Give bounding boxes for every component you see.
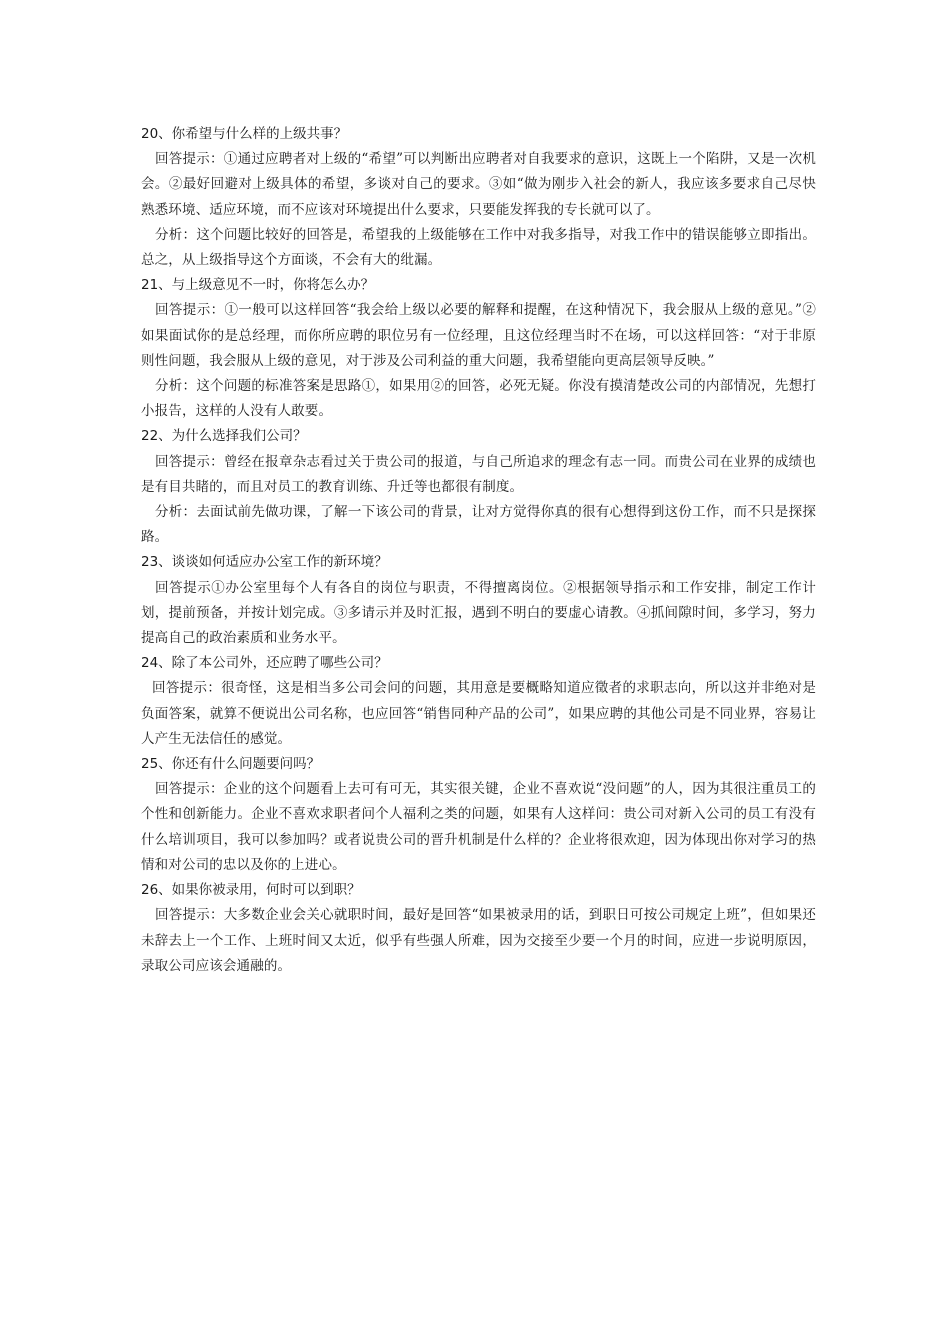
analysis-paragraph: 分析：去面试前先做功课，了解一下该公司的背景，让对方觉得你真的很有心想得到这份工作，而不只是探探路。 xyxy=(141,504,816,546)
analysis-paragraph: 分析：这个问题的标准答案是思路①，如果用②的回答，必死无疑。你没有摸清楚改公司的内部情况，先想打小报告，这样的人没有人敢要。 xyxy=(141,378,816,420)
question-heading: 20、你希望与什么样的上级共事？ xyxy=(141,126,348,142)
question-heading: 25、你还有什么问题要问吗？ xyxy=(141,756,321,773)
question-heading: 26、如果你被录用，何时可以到职？ xyxy=(141,882,361,899)
answer-paragraph: 回答提示：大多数企业会关心就职时间，最好是回答“如果被录用的话，到职日可按公司规定上班”，但如果还未辞去上一个工作、上班时间又太近，似乎有些强人所难，因为交接至少要一个月的时间，应进一步说明原因，录取公司应该会通融的。 xyxy=(141,907,816,974)
analysis-paragraph: 分析：这个问题比较好的回答是，希望我的上级能够在工作中对我多指导，对我工作中的错误能够立即指出。总之，从上级指导这个方面谈，不会有大的纰漏。 xyxy=(141,226,816,269)
answer-paragraph: 回答提示①办公室里每个人有各自的岗位与职责，不得擅离岗位。②根据领导指示和工作安排，制定工作计划，提前预备，并按计划完成。③多请示并及时汇报，遇到不明白的要虚心请教。④抓间隙时间，多学习，努力提高自己的政治素质和业务水平。 xyxy=(141,579,816,647)
question-heading: 23、谈谈如何适应办公室工作的新环境？ xyxy=(141,554,388,571)
question-heading: 24、除了本公司外，还应聘了哪些公司？ xyxy=(141,655,388,672)
document-body xyxy=(141,122,816,979)
question-heading: 22、为什么选择我们公司？ xyxy=(141,428,307,445)
answer-paragraph: 回答提示：①通过应聘者对上级的“希望”可以判断出应聘者对自我要求的意识，这既上一个陷阱，又是一次机会。②最好回避对上级具体的希望，多谈对自己的要求。③如“做为刚步入社会的新人，我应该多要求自己尽快熟悉环境、适应环境，而不应该对环境提出什么要求，只要能发挥我的专长就可以了。 xyxy=(141,151,816,218)
answer-paragraph: 回答提示：很奇怪，这是相当多公司会问的问题，其用意是要概略知道应徵者的求职志向，所以这并非绝对是负面答案，就算不便说出公司名称，也应回答“销售同种产品的公司”，如果应聘的其他公司是不同业界，容易让人产生无法信任的感觉。 xyxy=(141,680,816,747)
answer-paragraph: 回答提示：①一般可以这样回答“我会给上级以必要的解释和提醒，在这种情况下，我会服从上级的意见。”②如果面试你的是总经理，而你所应聘的职位另有一位经理，且这位经理当时不在场，可以这样回答：“对于非原则性问题，我会服从上级的意见，对于涉及公司利益的重大问题，我希望能向更高层领导反映。” xyxy=(141,302,816,369)
question-heading: 21、与上级意见不一时，你将怎么办？ xyxy=(141,277,375,294)
answer-paragraph: 回答提示：企业的这个问题看上去可有可无，其实很关键，企业不喜欢说“没问题”的人，因为其很注重员工的个性和创新能力。企业不喜欢求职者问个人福利之类的问题，如果有人这样问：贵公司对新入公司的员工有没有什么培训项目，我可以参加吗？或者说贵公司的晋升机制是什么样的？企业将很欢迎，因为体现出你对学习的热情和对公司的忠以及你的上进心。 xyxy=(141,781,816,873)
answer-paragraph: 回答提示：曾经在报章杂志看过关于贵公司的报道，与自己所追求的理念有志一同。而贵公司在业界的成绩也是有目共睹的，而且对员工的教育训练、升迁等也都很有制度。 xyxy=(141,453,816,495)
